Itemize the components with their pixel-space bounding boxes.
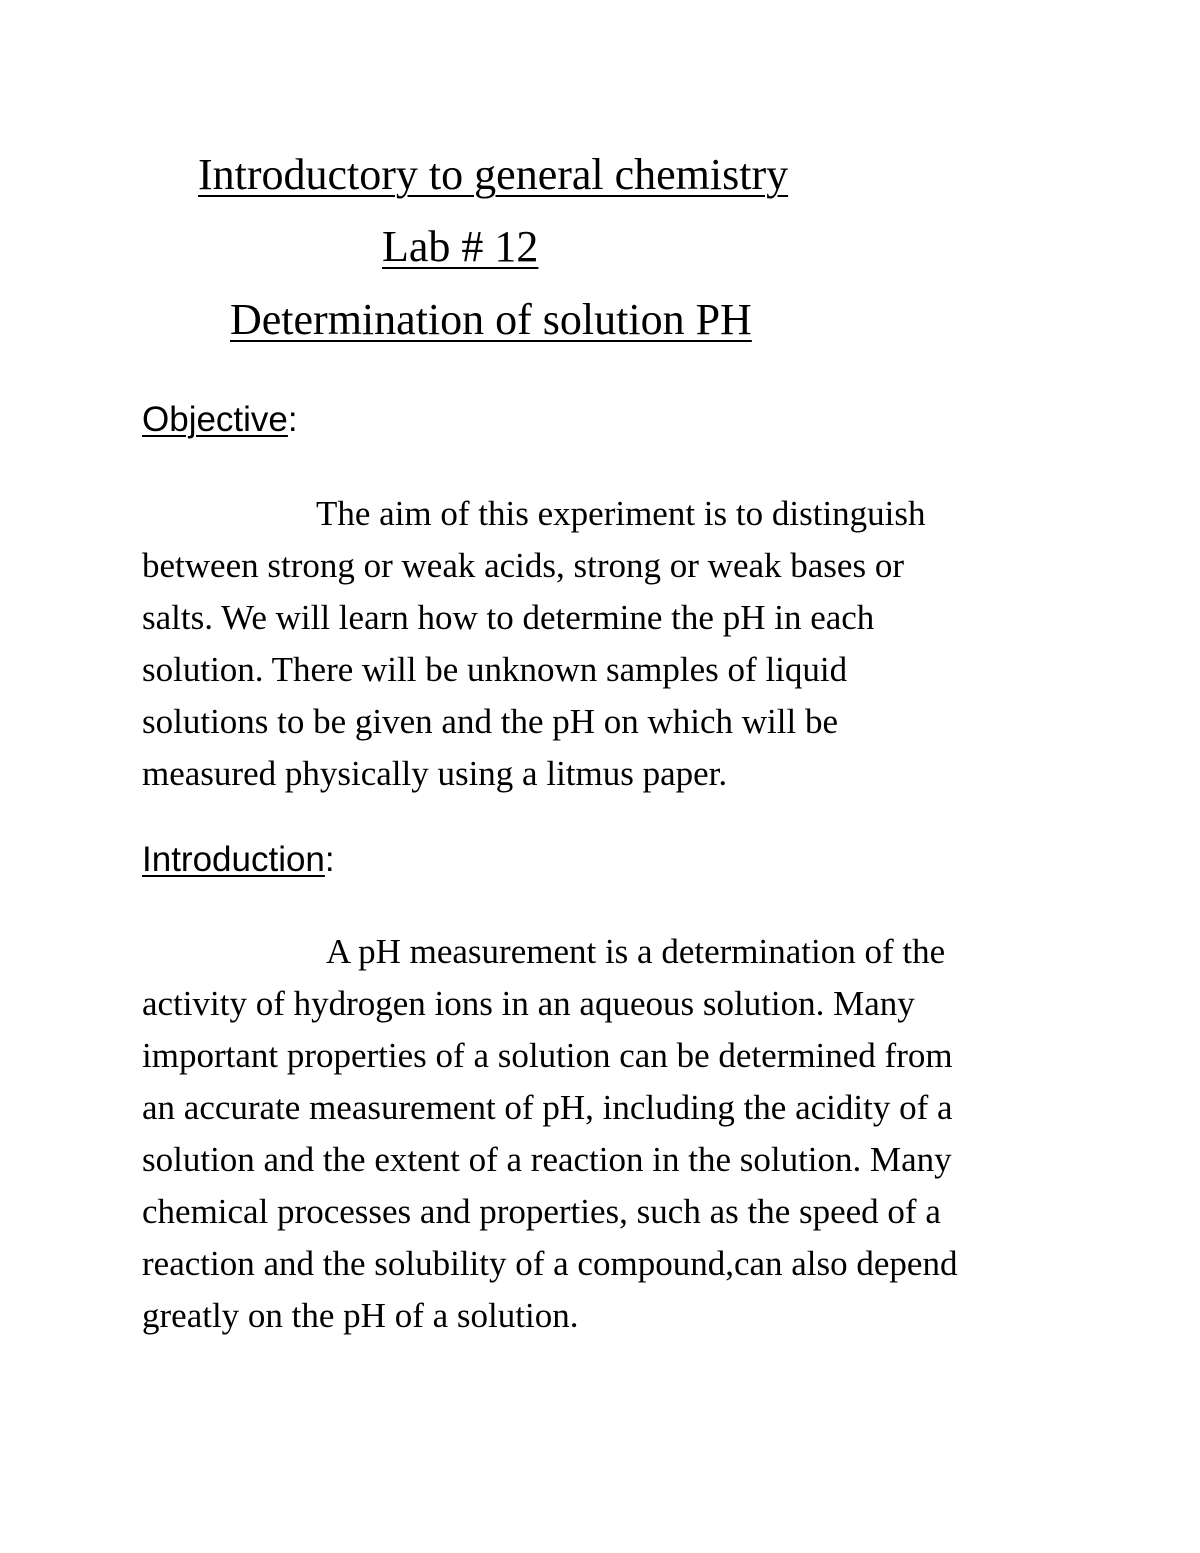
paragraph-line: an accurate measurement of pH, including the acidity of a xyxy=(142,1088,953,1127)
paragraph-line: reaction and the solubility of a compound,can also depend xyxy=(142,1244,958,1283)
paragraph-line: solution. There will be unknown samples of liquid xyxy=(142,650,848,689)
document-title-topic: Determination of solution PH xyxy=(230,295,752,344)
introduction-paragraph xyxy=(142,926,1082,1342)
objective-heading-colon: : xyxy=(287,400,298,439)
introduction-heading-colon: : xyxy=(324,840,335,879)
paragraph-line: solutions to be given and the pH on which will be xyxy=(142,702,839,741)
introduction-heading xyxy=(142,842,335,877)
objective-heading-text: Objective xyxy=(142,400,288,439)
paragraph-line: A pH measurement is a determination of the xyxy=(326,932,946,971)
paragraph-line: between strong or weak acids, strong or weak bases or xyxy=(142,546,904,585)
objective-heading xyxy=(142,402,298,437)
paragraph-line: greatly on the pH of a solution. xyxy=(142,1296,579,1335)
paragraph-line: chemical processes and properties, such as the speed of a xyxy=(142,1192,941,1231)
objective-paragraph xyxy=(142,488,1082,800)
introduction-heading-text: Introduction xyxy=(142,840,325,879)
paragraph-line: salts. We will learn how to determine the pH in each xyxy=(142,598,875,637)
document-title-course: Introductory to general chemistry xyxy=(198,150,789,199)
paragraph-line: The aim of this experiment is to distinguish xyxy=(316,494,926,533)
paragraph-line: solution and the extent of a reaction in the solution. Many xyxy=(142,1140,952,1179)
paragraph-line: measured physically using a litmus paper. xyxy=(142,754,728,793)
paragraph-line: activity of hydrogen ions in an aqueous solution. Many xyxy=(142,984,915,1023)
document-title-lab-number: Lab # 12 xyxy=(382,222,539,271)
paragraph-line: important properties of a solution can be determined from xyxy=(142,1036,953,1075)
